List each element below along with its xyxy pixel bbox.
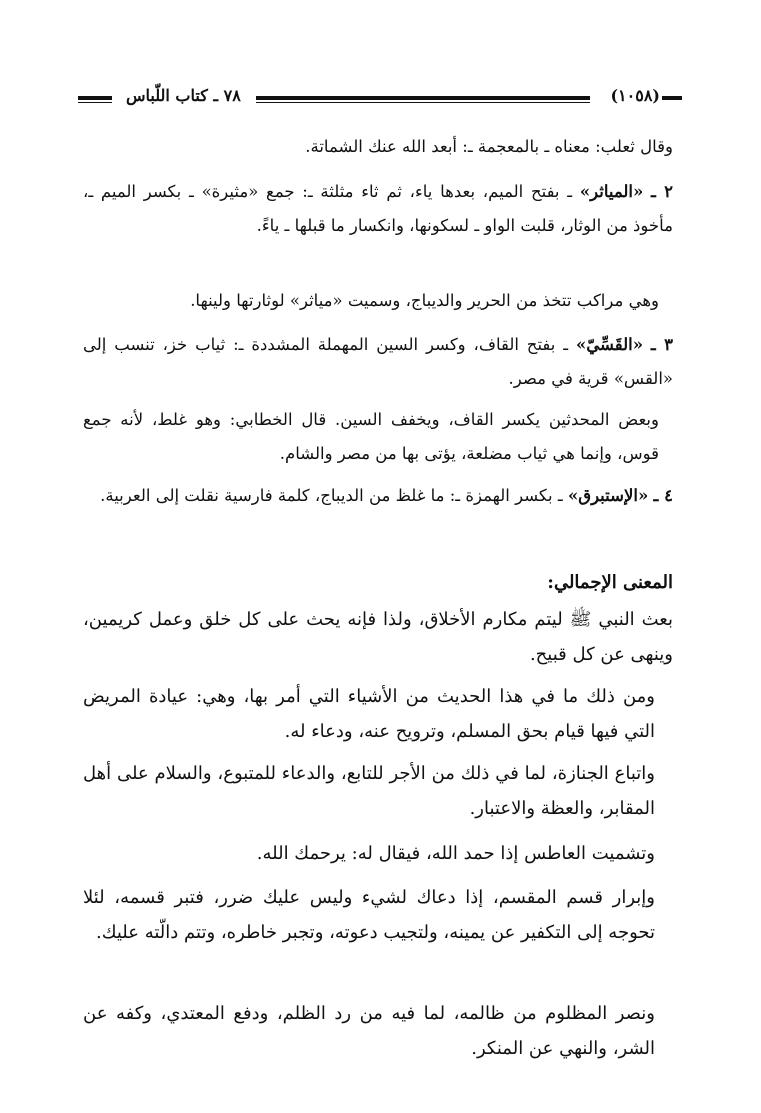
header-rule-middle xyxy=(256,96,590,100)
footnote-number: ٢ ـ xyxy=(651,182,673,201)
paragraph-text: ومن ذلك ما في هذا الحديث من الأشياء التي أمر بها، وهي: عيادة المريض التي فيها قيام بحق المسلم، وترويح عنه، ودعاء له. xyxy=(83,686,655,742)
footnote-2 xyxy=(83,175,673,243)
footnote-number: ٣ ـ xyxy=(650,335,673,354)
summary-paragraph-1 xyxy=(83,602,673,672)
footnote-3 xyxy=(83,328,673,396)
summary-paragraph-3 xyxy=(83,756,673,826)
header-rule-left-thin xyxy=(78,102,112,103)
footnote-term: «المياثر» xyxy=(579,182,644,201)
footnote-2-explanation xyxy=(83,284,673,318)
paragraph-tha-lab xyxy=(83,130,673,164)
paragraph-text: ونصر المظلوم من ظالمه، لما فيه من رد الظلم، ودفع المعتدي، وكفه عن الشر، والنهي عن المنكر. xyxy=(83,1003,655,1059)
paragraph-text: وتشميت العاطس إذا حمد الله، فيقال له: يرحمك الله. xyxy=(256,843,655,864)
summary-paragraph-4 xyxy=(83,836,673,871)
paragraph-text: وإبرار قسم المقسم، إذا دعاك لشيء وليس عليك ضرر، فتبر قسمه، لئلا تحوجه إلى التكفير عن يمينه، ولتجيب دعوته، وتجبر خاطره، وتتم دالّته عليك. xyxy=(83,887,655,943)
footnote-3-explanation xyxy=(83,403,673,471)
header-rule-right xyxy=(662,96,682,100)
paragraph-text: وقال ثعلب: معناه ـ بالمعجمة ـ: أبعد الله عنك الشماتة. xyxy=(305,137,673,156)
footnote-term: «القَسِّيّ» xyxy=(575,335,644,354)
paragraph-text: وهي مراكب تتخذ من الحرير والديباج، وسميت «مياثر» لوثارتها ولينها. xyxy=(190,291,659,310)
section-heading: المعنى الإجمالي: xyxy=(547,572,673,593)
footnote-text: ـ بفتح القاف، وكسر السين المهملة المشددة ـ: ثياب خز، تنسب إلى «القس» قرية في مصر. xyxy=(83,335,673,388)
summary-paragraph-5 xyxy=(83,880,673,950)
footnote-text: ـ بفتح الميم، بعدها ياء، ثم ثاء مثلثة ـ: جمع «مثيرة» ـ بكسر الميم ـ، مأخوذ من الوثار، قلبت الواو ـ لسكونها، وانكسار ما قبلها ـ ياءً. xyxy=(83,182,673,235)
summary-paragraph-6 xyxy=(83,996,673,1066)
running-header xyxy=(78,84,682,112)
summary-paragraph-2 xyxy=(83,679,673,749)
footnote-4 xyxy=(83,479,673,513)
chapter-title: ٧٨ ـ كتاب اللّباس xyxy=(126,86,241,105)
header-rule-middle-thin xyxy=(256,102,590,103)
footnote-number: ٤ ـ xyxy=(653,486,673,505)
paragraph-text: واتباع الجنازة، لما في ذلك من الأجر للتابع، والدعاء للمتبوع، والسلام على أهل المقابر، والعظة والاعتبار. xyxy=(83,763,655,819)
page-number: (١٠٥٨) xyxy=(610,86,660,105)
paragraph-text: وبعض المحدثين يكسر القاف، ويخفف السين. قال الخطابي: وهو غلط، لأنه جمع قوس، وإنما هي ثياب مضلعة، يؤتى بها من مصر والشام. xyxy=(83,410,659,463)
paragraph-text: بعث النبي ﷺ ليتم مكارم الأخلاق، ولذا فإنه يحث على كل خلق وعمل كريمين، وينهى عن كل قبيح. xyxy=(83,609,673,665)
header-rule-left xyxy=(78,96,112,100)
footnote-term: «الإستبرق» xyxy=(567,486,649,505)
footnote-text: ـ بكسر الهمزة ـ: ما غلظ من الديباج، كلمة فارسية نقلت إلى العربية. xyxy=(100,486,568,505)
